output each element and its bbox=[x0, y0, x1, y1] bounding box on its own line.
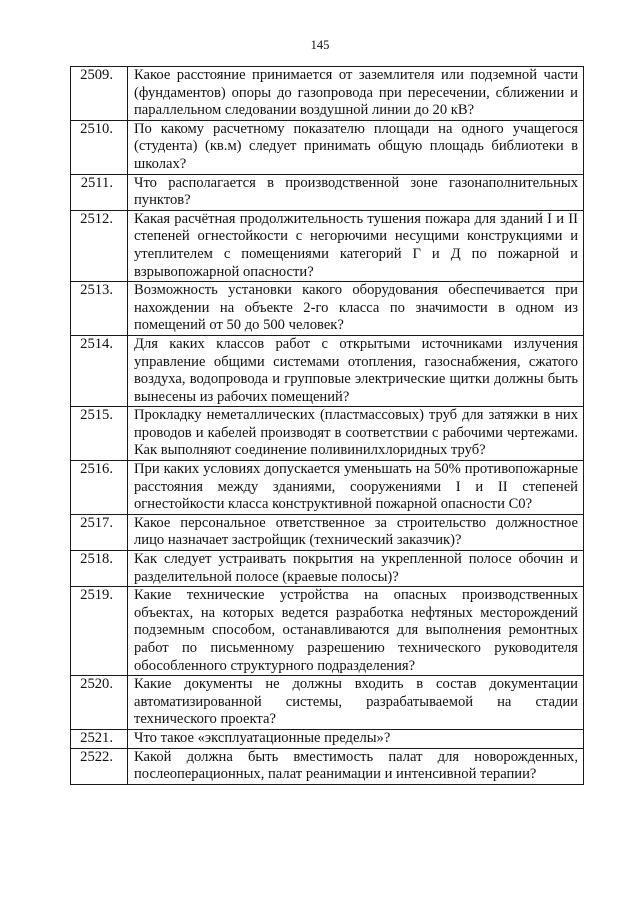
table-row bbox=[71, 729, 584, 748]
page-number: 145 bbox=[310, 38, 330, 52]
table-row bbox=[71, 514, 584, 550]
question-number: 2513. bbox=[71, 282, 128, 336]
question-text: По какому расчетному показателю площади на одного учащегося (студента) (кв.м) следует принимать общую площадь библиотеки в школах? bbox=[128, 120, 584, 174]
table-row bbox=[71, 210, 584, 281]
question-text: Что располагается в производственной зоне газонаполнительных пунктов? bbox=[128, 174, 584, 210]
question-number: 2511. bbox=[71, 174, 128, 210]
question-number: 2519. bbox=[71, 587, 128, 676]
question-text: При каких условиях допускается уменьшать на 50% противопожарные расстояния между зданиями, сооружениями I и II степеней огнестойкости класса конструктивной пожарной опасности С0? bbox=[128, 461, 584, 515]
table-row bbox=[71, 676, 584, 730]
question-text: Какой должна быть вместимость палат для новорожденных, послеоперационных, палат реанимации и интенсивной терапии? bbox=[128, 748, 584, 784]
table-row bbox=[71, 120, 584, 174]
table-row bbox=[71, 461, 584, 515]
question-number: 2521. bbox=[71, 729, 128, 748]
question-text: Какие документы не должны входить в состав документации автоматизированной системы, разрабатываемой на стадии технического проекта? bbox=[128, 676, 584, 730]
table-row bbox=[71, 67, 584, 121]
question-text: Какие технические устройства на опасных производственных объектах, на которых ведется разработка нефтяных месторождений подземным способом, останавливаются для выполнения ремонтных работ по письменному разрешению технического руководителя обособленного структурного подразделения? bbox=[128, 587, 584, 676]
question-number: 2516. bbox=[71, 461, 128, 515]
table-row bbox=[71, 335, 584, 406]
question-text: Какая расчётная продолжительность тушения пожара для зданий I и II степеней огнестойкости с негорючими несущими конструкциями и утеплителем с помещениями категорий Г и Д по пожарной и взрывопожарной опасности? bbox=[128, 210, 584, 281]
question-text: Прокладку неметаллических (пластмассовых) труб для затяжки в них проводов и кабелей производят в соответствии с рабочими чертежами. Как выполняют соединение поливинилхлоридных труб? bbox=[128, 407, 584, 461]
question-number: 2514. bbox=[71, 335, 128, 406]
questions-table bbox=[70, 66, 584, 785]
question-number: 2509. bbox=[71, 67, 128, 121]
question-number: 2518. bbox=[71, 551, 128, 587]
table-row bbox=[71, 174, 584, 210]
questions-table-body bbox=[71, 67, 584, 785]
table-row bbox=[71, 282, 584, 336]
question-text: Для каких классов работ с открытыми источниками излучения управление общими системами отопления, газоснабжения, сжатого воздуха, водопровода и групповые электрические щитки должны быть вынесены из рабочих помещений? bbox=[128, 335, 584, 406]
question-text: Какое расстояние принимается от заземлителя или подземной части (фундаментов) опоры до газопровода при пересечении, сближении и параллельном следовании воздушной линии до 20 кВ? bbox=[128, 67, 584, 121]
question-text: Какое персональное ответственное за строительство должностное лицо назначает застройщик (технический заказчик)? bbox=[128, 514, 584, 550]
question-number: 2510. bbox=[71, 120, 128, 174]
table-row bbox=[71, 587, 584, 676]
question-number: 2520. bbox=[71, 676, 128, 730]
question-text: Что такое «эксплуатационные пределы»? bbox=[128, 729, 584, 748]
question-number: 2522. bbox=[71, 748, 128, 784]
table-row bbox=[71, 407, 584, 461]
question-number: 2512. bbox=[71, 210, 128, 281]
question-text: Как следует устраивать покрытия на укрепленной полосе обочин и разделительной полосе (краевые полосы)? bbox=[128, 551, 584, 587]
table-row bbox=[71, 748, 584, 784]
question-number: 2515. bbox=[71, 407, 128, 461]
table-row bbox=[71, 551, 584, 587]
question-number: 2517. bbox=[71, 514, 128, 550]
question-text: Возможность установки какого оборудования обеспечивается при нахождении на объекте 2-го класса по значимости в одном из помещений от 50 до 500 человек? bbox=[128, 282, 584, 336]
